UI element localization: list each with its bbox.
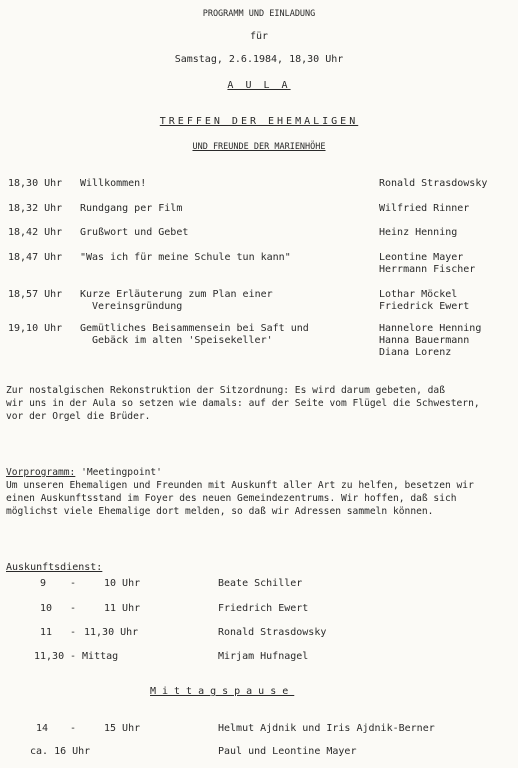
schedule-speaker: Wilfried Rinner bbox=[379, 203, 470, 214]
shift-dash: - bbox=[70, 603, 77, 614]
shift-start: 9 bbox=[40, 578, 47, 589]
shift-end: 11,30 Uhr bbox=[84, 627, 139, 638]
schedule-speaker: Leontine Mayer bbox=[379, 252, 464, 263]
schedule-description: Gemütliches Beisammensein bei Saft und bbox=[80, 323, 309, 334]
meeting-subtitle: UND FREUNDE DER MARIENHÖHE bbox=[192, 142, 326, 152]
schedule-speaker: Diana Lorenz bbox=[379, 347, 452, 358]
pause-end: 15 Uhr bbox=[104, 723, 141, 734]
pause-dash: - bbox=[70, 723, 77, 734]
pause-start: ca. 16 Uhr bbox=[30, 746, 91, 757]
shift-end: 10 Uhr bbox=[104, 578, 141, 589]
schedule-time: 18,30 Uhr bbox=[8, 178, 63, 189]
vorprogramm-label: Vorprogramm: bbox=[6, 467, 76, 478]
schedule-speaker: Lothar Möckel bbox=[379, 289, 458, 300]
shift-dash: - bbox=[70, 627, 77, 638]
shift-person: Beate Schiller bbox=[218, 578, 303, 589]
shift-start: 11,30 bbox=[34, 651, 65, 662]
schedule-description: Rundgang per Film bbox=[80, 203, 183, 214]
schedule-time: 18,47 Uhr bbox=[8, 252, 63, 263]
seating-paragraph bbox=[6, 384, 514, 423]
shift-start: 10 bbox=[40, 603, 53, 614]
schedule-speaker: Hanna Bauermann bbox=[379, 335, 470, 346]
auskunft-heading: Auskunftsdienst: bbox=[6, 562, 103, 573]
schedule-speaker: Friedrick Ewert bbox=[379, 301, 470, 312]
event-date: Samstag, 2.6.1984, 18,30 Uhr bbox=[174, 54, 344, 65]
pause-heading: Mittagspause bbox=[150, 686, 295, 697]
schedule-speaker: Herrmann Fischer bbox=[379, 264, 476, 275]
schedule-description: "Was ich für meine Schule tun kann" bbox=[80, 252, 291, 263]
schedule-description: Vereinsgründung bbox=[92, 301, 183, 312]
schedule-time: 18,57 Uhr bbox=[8, 289, 63, 300]
seating-line: vor der Orgel die Brüder. bbox=[6, 411, 151, 422]
vorprogramm-section bbox=[6, 466, 514, 518]
shift-person: Mirjam Hufnagel bbox=[218, 651, 309, 662]
schedule-time: 18,32 Uhr bbox=[8, 203, 63, 214]
schedule-speaker: Hannelore Henning bbox=[379, 323, 482, 334]
vorprogramm-line: Um unseren Ehemaligen und Freunden mit Auskunft aller Art zu helfen, besetzen wir bbox=[6, 480, 474, 491]
shift-dash: - Mittag bbox=[70, 651, 119, 662]
shift-start: 11 bbox=[40, 627, 53, 638]
shift-end: 11 Uhr bbox=[104, 603, 141, 614]
shift-person: Friedrich Ewert bbox=[218, 603, 309, 614]
schedule-description: Grußwort und Gebet bbox=[80, 227, 189, 238]
meeting-title: TREFFEN DER EHEMALIGEN bbox=[159, 116, 359, 127]
vorprogramm-title: 'Meetingpoint' bbox=[81, 467, 162, 478]
vorprogramm-line: einen Auskunftsstand im Foyer des neuen Gemeindezentrums. Wir hoffen, daß sich bbox=[6, 493, 457, 504]
program-heading: PROGRAMM UND EINLADUNG bbox=[202, 9, 316, 19]
shift-dash: - bbox=[70, 578, 77, 589]
vorprogramm-line: möglichst viele Ehemalige dort melden, so daß wir Adressen sammeln können. bbox=[6, 506, 434, 517]
schedule-speaker: Heinz Henning bbox=[379, 227, 458, 238]
for-label: für bbox=[249, 31, 269, 42]
schedule-description: Gebäck im alten 'Speisekeller' bbox=[92, 335, 273, 346]
schedule-description: Kurze Erläuterung zum Plan einer bbox=[80, 289, 273, 300]
pause-start: 14 bbox=[36, 723, 49, 734]
pause-person: Helmut Ajdnik und Iris Ajdnik-Berner bbox=[218, 723, 435, 734]
shift-person: Ronald Strasdowsky bbox=[218, 627, 327, 638]
schedule-time: 19,10 Uhr bbox=[8, 323, 63, 334]
schedule-speaker: Ronald Strasdowsky bbox=[379, 178, 488, 189]
seating-line: wir uns in der Aula so setzen wie damals: auf der Seite vom Flügel die Schwestern, bbox=[6, 398, 480, 409]
venue: A U L A bbox=[227, 80, 291, 91]
schedule-description: Willkommen! bbox=[80, 178, 147, 189]
seating-line: Zur nostalgischen Rekonstruktion der Sitzordnung: Es wird darum gebeten, daß bbox=[6, 385, 445, 396]
schedule-time: 18,42 Uhr bbox=[8, 227, 63, 238]
pause-person: Paul und Leontine Mayer bbox=[218, 746, 357, 757]
vorprogramm-heading bbox=[6, 466, 514, 479]
